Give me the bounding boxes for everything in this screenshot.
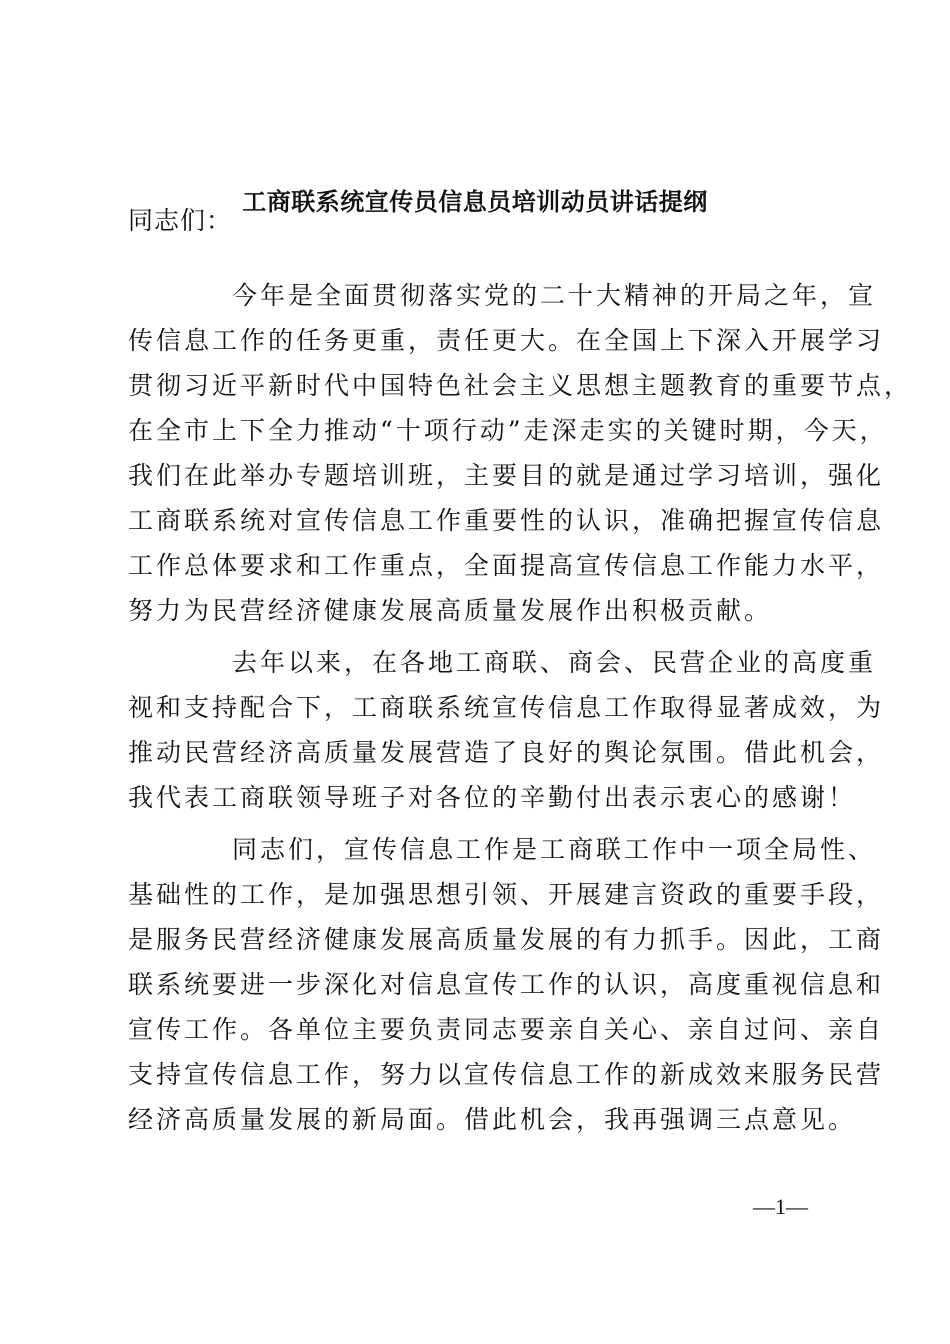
- paragraph-line: 工作总体要求和工作重点，全面提高宣传信息工作能力水平，: [128, 551, 885, 580]
- greeting: 同志们：: [128, 206, 233, 235]
- paragraph-line: 经济高质量发展的新局面。借此机会，我再强调三点意见。: [128, 1105, 857, 1134]
- document-title: 工商联系统宣传员信息员培训动员讲话提纲: [242, 187, 708, 216]
- paragraph-line: 努力为民营经济健康发展高质量发展作出积极贡献。: [128, 596, 773, 625]
- paragraph-line: 联系统要进一步深化对信息宣传工作的认识，高度重视信息和: [128, 970, 885, 999]
- paragraph-line: 支持宣传信息工作，努力以宣传信息工作的新成效来服务民营: [128, 1060, 885, 1089]
- paragraph-line: 传信息工作的任务更重，责任更大。在全国上下深入开展学习: [128, 326, 885, 355]
- paragraph-line: 是服务民营经济健康发展高质量发展的有力抓手。因此，工商: [128, 925, 885, 954]
- paragraph-line: 今年是全面贯彻落实党的二十大精神的开局之年，宣: [232, 281, 877, 310]
- paragraph-line: 在全市上下全力推动“十项行动”走深走实的关键时期，今天，: [128, 416, 888, 445]
- paragraph-line: 工商联系统对宣传信息工作重要性的认识，准确把握宣传信息: [128, 506, 885, 535]
- paragraph-line: 贯彻习近平新时代中国特色社会主义思想主题教育的重要节点，: [128, 371, 913, 400]
- paragraph-line: 去年以来，在各地工商联、商会、民营企业的高度重: [232, 648, 877, 677]
- paragraph-line: 宣传工作。各单位主要负责同志要亲自关心、亲自过问、亲自: [128, 1015, 885, 1044]
- paragraph-line: 推动民营经济高质量发展营造了良好的舆论氛围。借此机会，: [128, 738, 885, 767]
- paragraph-line: 视和支持配合下，工商联系统宣传信息工作取得显著成效，为: [128, 693, 885, 722]
- paragraph-line: 同志们，宣传信息工作是工商联工作中一项全局性、: [232, 835, 877, 864]
- paragraph-line: 我代表工商联领导班子对各位的辛勤付出表示衷心的感谢！: [128, 783, 857, 812]
- page-number: —1—: [753, 1194, 808, 1219]
- paragraph-line: 基础性的工作，是加强思想引领、开展建言资政的重要手段，: [128, 880, 885, 909]
- paragraph-line: 我们在此举办专题培训班，主要目的就是通过学习培训，强化: [128, 461, 885, 490]
